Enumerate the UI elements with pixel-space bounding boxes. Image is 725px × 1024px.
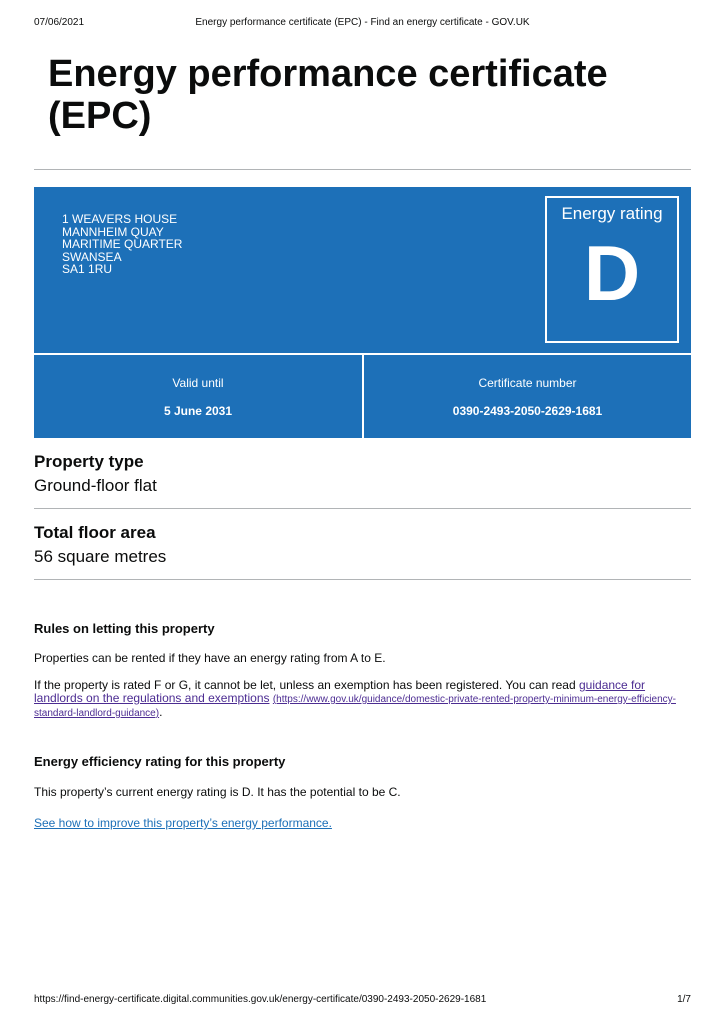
energy-rating-box: [545, 196, 679, 343]
section-divider: [34, 169, 691, 170]
page-title: Energy performance certificate (EPC): [48, 53, 608, 137]
energy-rating-label: Energy rating: [561, 204, 663, 223]
print-page-number: 1/7: [677, 994, 691, 1005]
floor-area-value: 56 square metres: [34, 547, 167, 566]
address-line: 1 WEAVERS HOUSE: [62, 212, 178, 226]
landlord-guidance-url[interactable]: (https://www.gov.uk/guidance/domestic-private-rented-property-minimum-energy-efficiency-standard-landlord-guidance): [34, 694, 676, 719]
efficiency-heading: Energy efficiency rating for this property: [34, 754, 286, 769]
improve-performance-link[interactable]: See how to improve this property’s energy performance.: [34, 816, 332, 830]
letting-rules-text: Properties can be rented if they have an energy rating from A to E.: [34, 651, 386, 665]
valid-until-label: Valid until: [172, 376, 224, 390]
letting-rules-heading: Rules on letting this property: [34, 621, 215, 636]
property-address: [62, 213, 182, 276]
valid-until-cell: [34, 355, 362, 438]
energy-rating-letter: D: [583, 229, 641, 317]
print-page-title: Energy performance certificate (EPC) - Find an energy certificate - GOV.UK: [195, 17, 530, 28]
address-line: MANNHEIM QUAY: [62, 224, 164, 239]
certificate-number-cell: [364, 355, 691, 438]
exemption-text: If the property is rated F or G, it cannot be let, unless an exemption has been registered. You can read: [34, 678, 579, 692]
floor-area-heading: Total floor area: [34, 523, 156, 542]
efficiency-text: This property’s current energy rating is D. It has the potential to be C.: [34, 785, 401, 799]
certificate-number-value: 0390-2493-2050-2629-1681: [452, 404, 603, 418]
section-divider: [34, 508, 691, 509]
section-divider: [34, 579, 691, 580]
address-line: SA1 1RU: [62, 262, 113, 277]
epc-summary-panel: [34, 187, 691, 353]
property-type-heading: Property type: [34, 452, 144, 471]
sentence-end: .: [159, 705, 163, 719]
improve-link-row: [34, 817, 694, 830]
property-type-value: Ground-floor flat: [34, 476, 157, 495]
landlord-guidance-link[interactable]: guidance for landlords on the regulations and exemptions: [34, 678, 646, 705]
print-footer: [34, 994, 691, 1008]
print-header: [34, 17, 691, 31]
letting-exemption-text: [34, 679, 694, 720]
address-line: MARITIME QUARTER: [62, 237, 183, 252]
print-url: https://find-energy-certificate.digital.communities.gov.uk/energy-certificate/0390-2493-2050-2629-1681: [34, 994, 487, 1005]
valid-until-value: 5 June 2031: [163, 404, 233, 418]
address-line: SWANSEA: [62, 249, 122, 264]
print-date: 07/06/2021: [34, 17, 85, 28]
certificate-number-label: Certificate number: [478, 376, 577, 390]
certificate-details: [34, 355, 691, 438]
